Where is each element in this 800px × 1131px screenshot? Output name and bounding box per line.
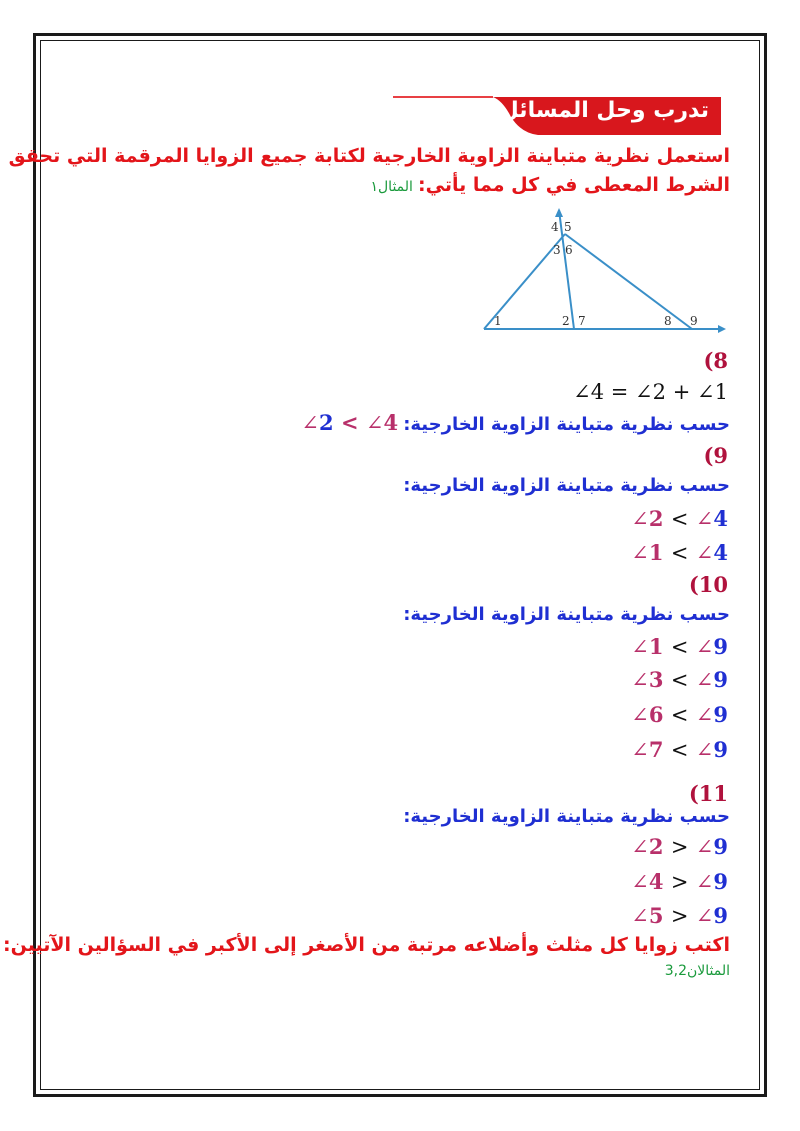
instruction-line-1: استعمل نظرية متباينة الزاوية الخارجية لكتابة جميع الزوايا المرقمة التي تحقق [8,145,730,167]
q10-number: (10 [688,572,728,597]
q8-statement [301,410,730,435]
angle-symbol: ∠ [631,904,649,928]
inequality-operator: < [670,668,689,692]
angle-number: 9 [713,667,728,692]
angle-number: 4 [713,506,728,531]
angle-symbol: ∠ [631,635,649,659]
angle-symbol: ∠ [695,507,714,531]
angle-number: 9 [713,702,728,727]
angle-label-3: 3 [553,243,561,257]
final-instruction: اكتب زوايا كل مثلث وأضلاعه مرتبة من الأصغر إلى الأكبر في السؤالين الآتيين: [3,934,730,956]
q11-inequality-1 [631,834,728,859]
q11-theorem-text: حسب نظرية متباينة الزاوية الخارجية: [403,806,730,827]
q10-inequality-3 [631,702,728,727]
angle-number: 6 [648,702,664,727]
q11-inequality-2 [631,869,728,894]
angle-label-7: 7 [578,314,586,328]
angle-symbol: ∠ [631,668,649,692]
angle-symbol: ∠ [695,635,714,659]
angle-symbol: ∠ [695,904,714,928]
q8-inequality: ∠2 < ∠4 [301,410,399,435]
angle-label-6: 6 [565,243,573,257]
angle-number: 1 [648,540,664,565]
section-header [393,93,723,139]
angle-number: 3 [648,667,664,692]
angle-number: 9 [713,737,728,762]
q11-inequality-3 [631,903,728,928]
angle-number: 9 [713,903,728,928]
q9-number: (9 [703,443,728,468]
q10-inequality-4 [631,737,728,762]
angle-number: 9 [713,869,728,894]
angle-number: 4 [713,540,728,565]
angle-symbol: ∠ [631,738,649,762]
angle-number: 9 [713,834,728,859]
angle-symbol: ∠ [631,541,649,565]
inequality-operator: < [670,738,689,762]
q11-number: (11 [688,781,728,806]
angle-label-1: 1 [494,314,502,328]
angle-symbol: ∠ [695,541,714,565]
triangle-diagram [478,208,728,340]
base-ray-arrow [718,325,726,333]
angle-symbol: ∠ [631,507,649,531]
angle-number: 2 [648,834,664,859]
inequality-operator: > [670,904,689,928]
q9-inequality-1 [631,506,728,531]
angle-number: 9 [713,634,728,659]
angle-symbol: ∠ [631,835,649,859]
inequality-operator: < [670,635,689,659]
angle-number: 2 [648,506,664,531]
q10-inequality-2 [631,667,728,692]
instruction-line-2 [370,174,730,196]
q8-equation: ∠4 = ∠2 + ∠1 [573,380,728,404]
angle-label-8: 8 [664,314,672,328]
angle-number: 5 [648,903,664,928]
inequality-operator: < [670,703,689,727]
angle-symbol: ∠ [695,835,714,859]
q9-inequality-2 [631,540,728,565]
angle-label-2: 2 [562,314,570,328]
section-title: تدرب وحل المسائل [499,98,709,123]
q9-theorem-text: حسب نظرية متباينة الزاوية الخارجية: [403,475,730,496]
page-border-inner [40,40,760,1090]
angle-number: 7 [648,737,664,762]
angle-symbol: ∠ [695,703,714,727]
q8-theorem-text: حسب نظرية متباينة الزاوية الخارجية: [403,414,730,435]
q8-number: (8 [703,348,728,373]
q10-theorem-text: حسب نظرية متباينة الزاوية الخارجية: [403,604,730,625]
inequality-operator: < [670,541,689,565]
example-ref-2: المثالان3,2 [664,963,730,979]
example-ref-1: المثال١ [370,179,413,195]
angle-number: 1 [648,634,664,659]
angle-symbol: ∠ [695,870,714,894]
angle-symbol: ∠ [631,703,649,727]
instruction-line-2-text: الشرط المعطى في كل مما يأتي: [418,174,730,196]
angle-symbol: ∠ [695,668,714,692]
cevian-ray-arrow [555,208,563,217]
inequality-operator: > [670,870,689,894]
angle-number: 4 [648,869,664,894]
inequality-operator: < [670,507,689,531]
inequality-operator: > [670,835,689,859]
angle-symbol: ∠ [631,870,649,894]
angle-label-9: 9 [690,314,698,328]
angle-label-4: 4 [551,220,559,234]
q10-inequality-1 [631,634,728,659]
angle-label-5: 5 [564,220,572,234]
angle-symbol: ∠ [695,738,714,762]
